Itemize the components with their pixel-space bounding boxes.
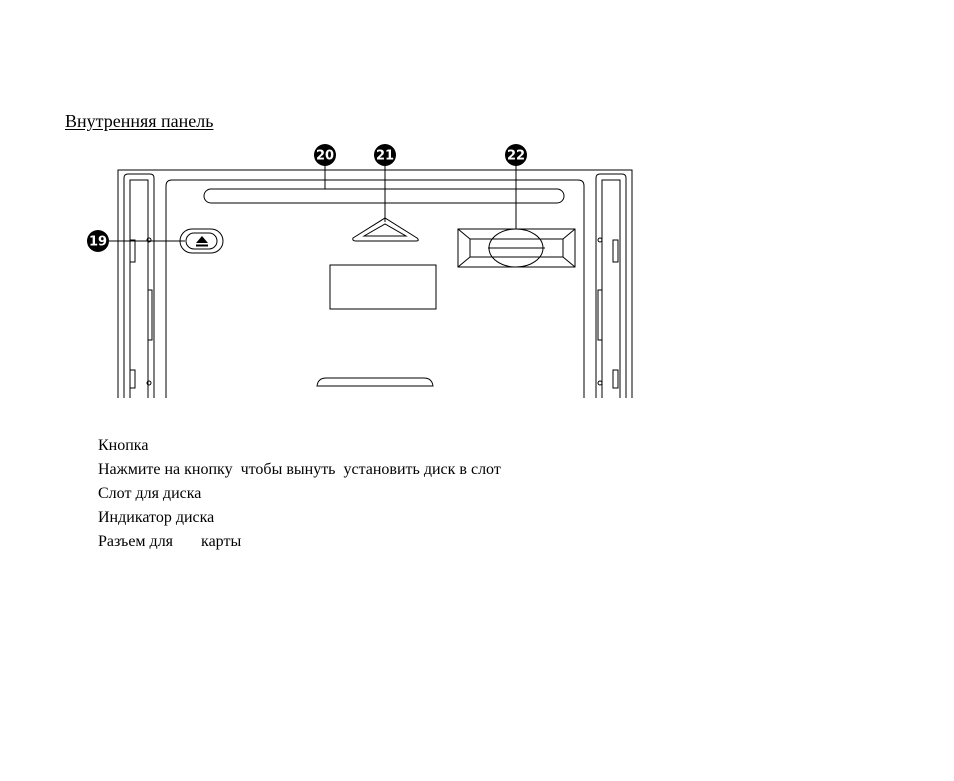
desc-eject-button: Кнопка	[98, 437, 149, 454]
right-side-rail	[596, 174, 626, 398]
callout-22	[505, 144, 527, 166]
desc-card-slot: Разъем для карты	[98, 533, 242, 550]
svg-text:19: 19	[88, 234, 108, 250]
panel-outline	[118, 170, 632, 398]
svg-text:22: 22	[506, 148, 526, 164]
callout-19	[87, 230, 109, 252]
label-plate	[330, 265, 436, 309]
callout-21	[374, 144, 396, 166]
bottom-handle	[317, 378, 433, 386]
svg-text:21: 21	[375, 148, 395, 164]
desc-eject-instruction: Нажмите на кнопку чтобы вынуть установить диск в слот	[98, 461, 501, 478]
desc-disc-indicator: Индикатор диска	[98, 509, 215, 526]
inner-body	[166, 180, 584, 398]
left-side-rail	[124, 174, 154, 398]
disc-slot	[204, 189, 564, 203]
svg-text:20: 20	[315, 148, 335, 164]
description-list	[98, 434, 501, 554]
desc-disc-slot: Слот для диска	[98, 485, 202, 502]
callout-20	[314, 144, 336, 166]
page-heading: Внутренняя панель	[65, 111, 214, 131]
eject-icon	[196, 236, 208, 247]
disc-indicator	[353, 218, 418, 241]
